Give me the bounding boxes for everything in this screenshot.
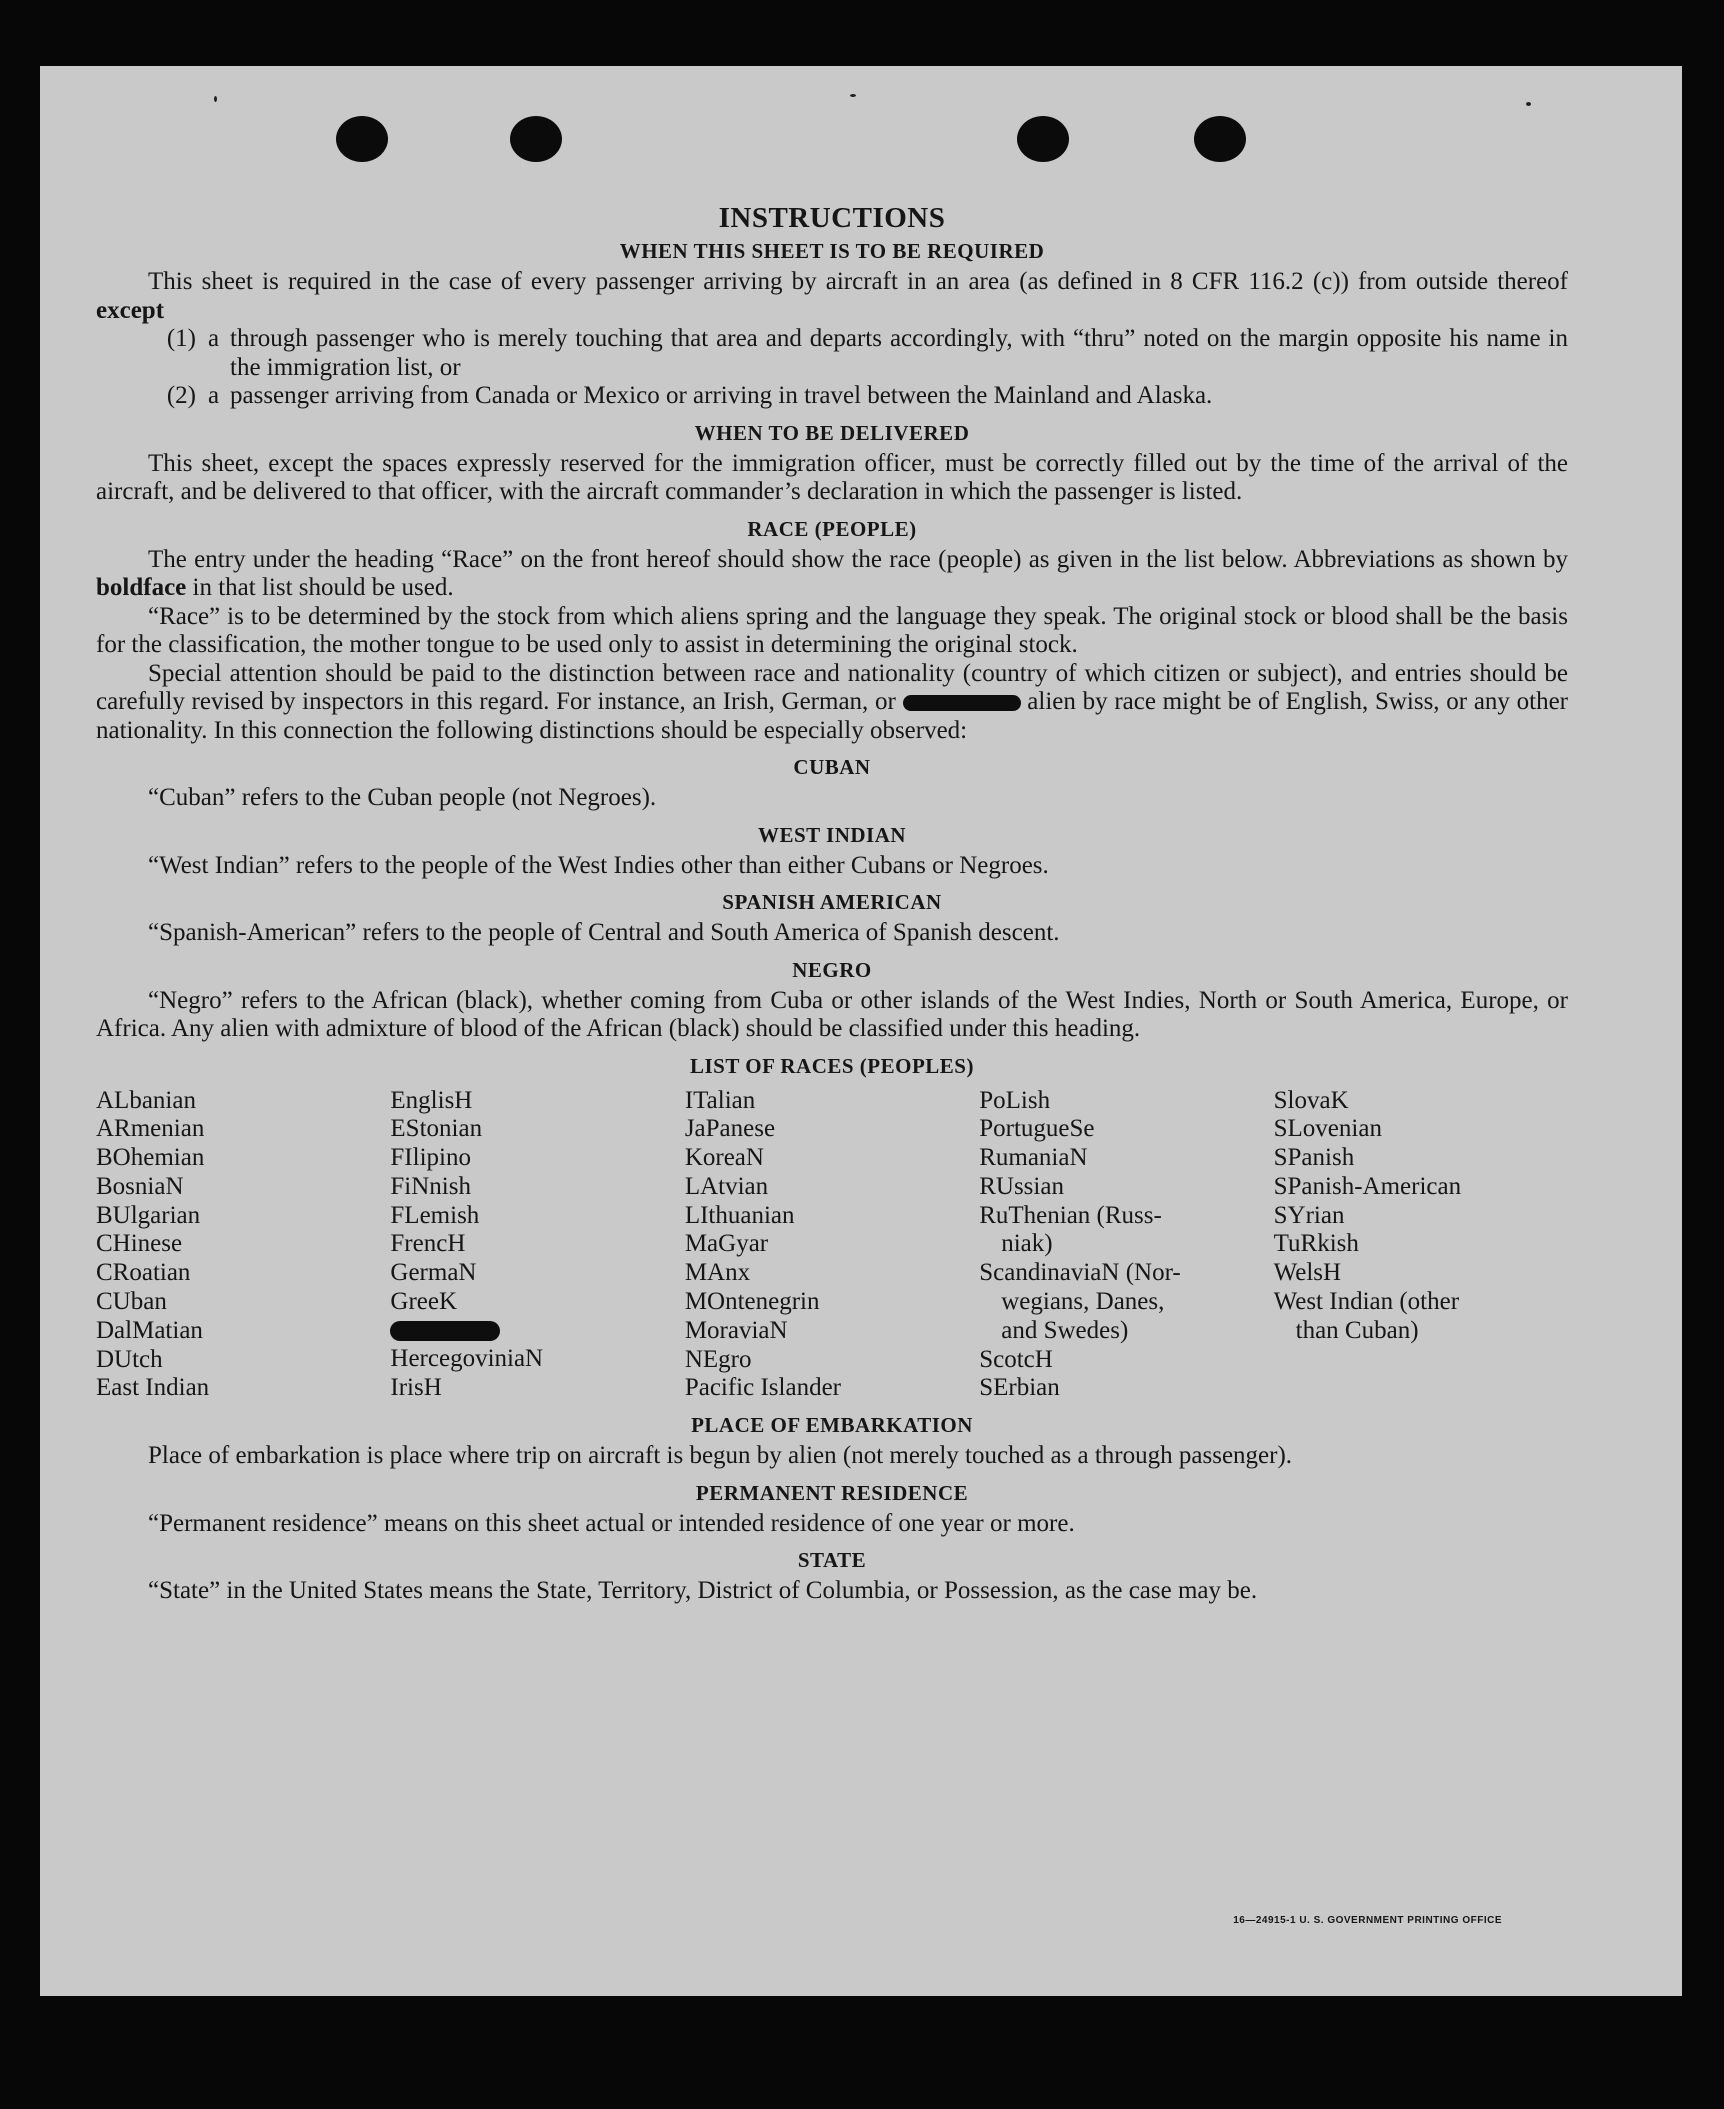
paragraph-state: “State” in the United States means the State, Territory, District of Columbia, or Possession, as the case may be.: [148, 1577, 1258, 1605]
races-column-4: [979, 1087, 1273, 1404]
race-entry: SYrian: [1273, 1201, 1345, 1229]
race-entry: DUtch: [96, 1345, 163, 1373]
punch-hole: [1194, 116, 1246, 162]
race-entry: SlovaK: [1273, 1086, 1349, 1114]
race-entry: MOntenegrin: [684, 1288, 820, 1316]
heading-race: RACE (PEOPLE): [747, 516, 917, 541]
race-entry: ITalian: [684, 1086, 756, 1114]
race-entry: wegians, Danes,: [1001, 1288, 1165, 1316]
race-entry: BosniaN: [96, 1172, 184, 1200]
race-entry: SErbian: [979, 1374, 1060, 1402]
paragraph-spanish-american: “Spanish-American” refers to the people of Central and South America of Spanish descent.: [148, 919, 1060, 946]
scan-speck: [214, 96, 217, 102]
race-entry: LAtvian: [684, 1172, 769, 1200]
race-entry: SLovenian: [1273, 1115, 1382, 1143]
race-entry: SPanish-American: [1273, 1172, 1462, 1200]
instructions-content: [96, 202, 1568, 1606]
race-entry: SPanish: [1273, 1144, 1355, 1172]
races-column-3: [685, 1087, 979, 1404]
race-entry: EnglisH: [390, 1086, 473, 1114]
heading-when-delivered: WHEN TO BE DELIVERED: [694, 420, 970, 445]
race-entry: KoreaN: [684, 1144, 764, 1172]
heading-negro: NEGRO: [792, 957, 872, 982]
race-entry: MAnx: [684, 1259, 751, 1287]
scan-speck: [1526, 102, 1531, 106]
race-entry: JaPanese: [684, 1115, 776, 1143]
paragraph-when-required: This sheet is required in the case of every passenger arriving by aircraft in an area (as defined in 8 CFR 116.2 (c)) from outside thereof except: [96, 268, 1568, 324]
race-entry: TuRkish: [1273, 1230, 1359, 1258]
punch-hole: [510, 116, 562, 162]
list-item: (2) a passenger arriving from Canada or Mexico or arriving in travel between the Mainland and Alaska.: [166, 382, 1213, 409]
race-entry: GermaN: [390, 1259, 477, 1287]
race-entry: PoLish: [979, 1086, 1051, 1114]
race-entry: WelsH: [1273, 1259, 1342, 1287]
race-entry: BUlgarian: [96, 1201, 201, 1229]
heading-permanent-residence: PERMANENT RESIDENCE: [695, 1480, 969, 1505]
heading-spanish-american: SPANISH AMERICAN: [722, 890, 942, 914]
race-entry: MoraviaN: [684, 1316, 788, 1344]
race-entry: GreeK: [390, 1288, 458, 1316]
punch-hole: [336, 116, 388, 162]
races-column-1: [96, 1087, 390, 1404]
race-entry: ALbanian: [96, 1086, 196, 1114]
race-entry: East Indian: [96, 1374, 210, 1402]
race-entry: EStonian: [390, 1115, 483, 1143]
race-entry: FIlipino: [390, 1144, 471, 1172]
paragraph-permanent-residence: “Permanent residence” means on this sheet actual or intended residence of one year or more.: [148, 1509, 1075, 1537]
paragraph-race-1: The entry under the heading “Race” on the front hereof should show the race (people) as given in the list below. Abbreviations as shown by boldface in that list should be used.: [96, 545, 1568, 601]
paragraph-when-delivered: This sheet, except the spaces expressly reserved for the immigration officer, must be correctly filled out by the time of the arrival of the aircraft, and be delivered to that officer, with the aircraft commander’s declaration in which the passenger is listed.: [96, 449, 1568, 505]
heading-west-indian: WEST INDIAN: [757, 822, 907, 847]
scan-speck: [850, 94, 856, 97]
heading-list-of-races: LIST OF RACES (PEOPLES): [690, 1053, 974, 1078]
page-title: INSTRUCTIONS: [718, 202, 946, 234]
race-entry: CUban: [96, 1288, 167, 1316]
race-entry: niak): [1001, 1230, 1053, 1258]
race-entry: than Cuban): [1295, 1316, 1419, 1344]
race-entry: FrencH: [390, 1230, 466, 1258]
paragraph-cuban: “Cuban” refers to the Cuban people (not Negroes).: [148, 784, 657, 811]
race-entry: Pacific Islander: [684, 1374, 841, 1402]
race-entry: FiNnish: [390, 1172, 471, 1200]
race-entry: RuThenian (Russ-: [979, 1201, 1162, 1229]
race-entry: CRoatian: [96, 1259, 191, 1287]
races-column-5: [1274, 1087, 1568, 1404]
punch-hole: [1017, 116, 1069, 162]
heading-embarkation: PLACE OF EMBARKATION: [691, 1413, 973, 1438]
race-entry: CHinese: [96, 1230, 183, 1258]
paragraph-race-2: “Race” is to be determined by the stock from which aliens spring and the language they speak. The original stock or blood shall be the basis for the classification, the mother tongue to be used only to assist in determining the original stock.: [96, 602, 1568, 658]
race-entry: and Swedes): [1001, 1316, 1129, 1344]
race-entry: IrisH: [390, 1373, 442, 1401]
race-entry: NEgro: [684, 1345, 752, 1373]
race-entry: RUssian: [979, 1172, 1064, 1200]
race-entry: RumaniaN: [979, 1144, 1088, 1172]
paragraph-race-3: Special attention should be paid to the distinction between race and nationality (country of which citizen or subject), and entries should be carefully revised by inspectors in this regard. For instance, an Irish, German, or alien by race might be of English, Swiss, or any other nationality. In this connection the following distinctions should be especially observed:: [96, 659, 1569, 744]
printing-office-imprint: 16—24915-1 U. S. GOVERNMENT PRINTING OFFICE: [1233, 1915, 1502, 1926]
race-entry: LIthuanian: [684, 1201, 795, 1229]
race-entry: MaGyar: [684, 1230, 769, 1258]
race-entry: BOhemian: [96, 1144, 205, 1172]
paragraph-west-indian: “West Indian” refers to the people of the West Indies other than either Cubans or Negroes.: [148, 851, 1049, 879]
redaction-mark: [903, 695, 1021, 711]
race-entry: ScandinaviaN (Nor-: [979, 1259, 1181, 1287]
race-entry: West Indian (other: [1273, 1288, 1460, 1316]
race-entry: DalMatian: [96, 1316, 203, 1344]
race-entry: PortugueSe: [979, 1115, 1095, 1143]
races-list: [96, 1087, 1568, 1404]
race-entry: HercegoviniaN: [390, 1344, 544, 1372]
paragraph-negro: “Negro” refers to the African (black), whether coming from Cuba or other islands of the West Indies, North or South America, Europe, or Africa. Any alien with admixture of blood of the African (black) should be classified under this heading.: [96, 986, 1568, 1042]
heading-state: STATE: [797, 1548, 867, 1573]
heading-when-required: WHEN THIS SHEET IS TO BE REQUIRED: [619, 239, 1045, 263]
race-entry: FLemish: [390, 1201, 480, 1229]
races-column-2: [390, 1087, 684, 1404]
redaction-mark: [390, 1321, 500, 1341]
list-item: (1) a through passenger who is merely touching that area and departs accordingly, with “thru” noted on the margin opposite his name in the immigration list, or: [166, 325, 1568, 381]
race-entry: ARmenian: [96, 1115, 205, 1143]
paragraph-embarkation: Place of embarkation is place where trip on aircraft is begun by alien (not merely touched as a through passenger).: [148, 1442, 1293, 1470]
document-page: [40, 66, 1682, 1996]
heading-cuban: CUBAN: [793, 755, 871, 779]
race-entry: ScotcH: [979, 1345, 1053, 1373]
